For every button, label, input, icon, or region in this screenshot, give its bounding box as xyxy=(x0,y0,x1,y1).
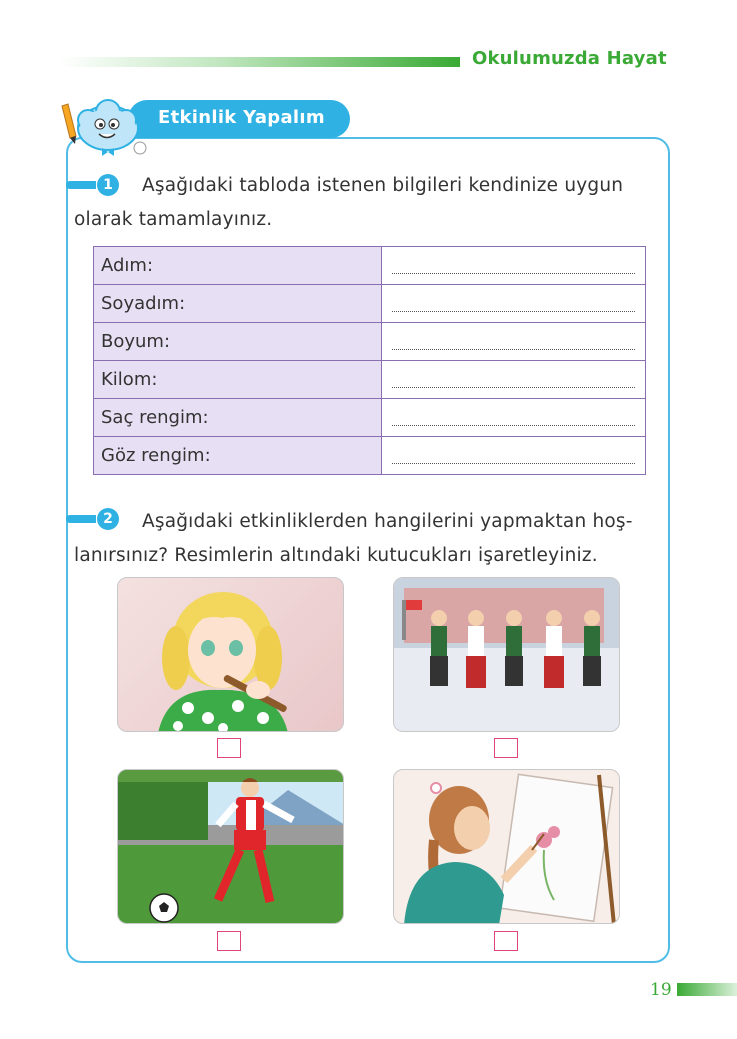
football-boy-image xyxy=(117,769,344,924)
section-title: Okulumuzda Hayat xyxy=(472,48,667,69)
row-label: Kilom: xyxy=(94,361,382,399)
table-row xyxy=(94,437,646,475)
question-2-number: 2 xyxy=(97,508,119,530)
table-row xyxy=(94,399,646,437)
table-row xyxy=(94,323,646,361)
footer-gradient-bar xyxy=(677,983,737,996)
question-1-line-1: Aşağıdaki tabloda istenen bilgileri kendinize uygun xyxy=(142,175,624,196)
question-2-line-1: Aşağıdaki etkinliklerden hangilerini yapmaktan hoş- xyxy=(142,511,633,532)
table-row xyxy=(94,285,646,323)
folk-dance-checkbox[interactable] xyxy=(494,738,518,758)
question-2-line-2: lanırsınız? Resimlerin altındaki kutucukları işaretleyiniz. xyxy=(74,545,598,566)
answer-field[interactable] xyxy=(382,399,646,437)
flute-girl-image xyxy=(117,577,344,732)
painting-girl-image xyxy=(393,769,620,924)
flute-checkbox[interactable] xyxy=(217,738,241,758)
question-1-number: 1 xyxy=(97,174,119,196)
header-gradient-bar xyxy=(60,57,460,67)
answer-field[interactable] xyxy=(382,285,646,323)
row-label: Göz rengim: xyxy=(94,437,382,475)
football-checkbox[interactable] xyxy=(217,931,241,951)
answer-field[interactable] xyxy=(382,361,646,399)
question-1-line-2: olarak tamamlayınız. xyxy=(74,209,273,230)
answer-field[interactable] xyxy=(382,247,646,285)
table-row xyxy=(94,247,646,285)
table-row xyxy=(94,361,646,399)
row-label: Boyum: xyxy=(94,323,382,361)
personal-info-table xyxy=(93,246,646,475)
answer-field[interactable] xyxy=(382,323,646,361)
question-1-bar xyxy=(66,181,96,189)
question-2-bar xyxy=(66,515,96,523)
answer-field[interactable] xyxy=(382,437,646,475)
painting-checkbox[interactable] xyxy=(494,931,518,951)
row-label: Adım: xyxy=(94,247,382,285)
page-number: 19 xyxy=(650,980,672,1000)
cloud-mascot-icon xyxy=(56,96,156,160)
row-label: Soyadım: xyxy=(94,285,382,323)
activity-banner-title: Etkinlik Yapalım xyxy=(158,107,325,128)
folk-dance-image xyxy=(393,577,620,732)
row-label: Saç rengim: xyxy=(94,399,382,437)
